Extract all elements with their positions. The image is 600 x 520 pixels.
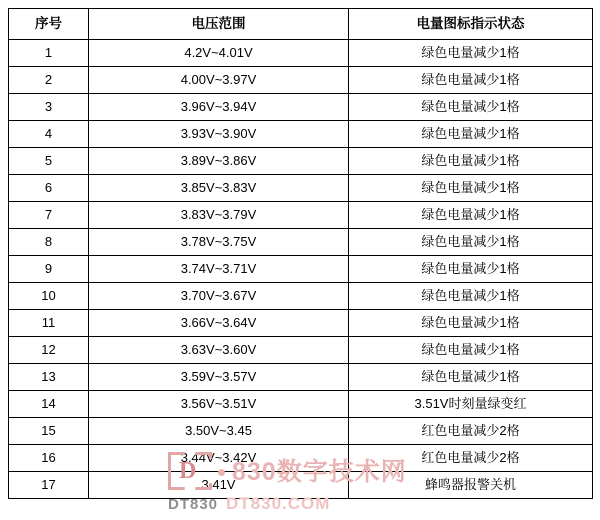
cell-index: 15 bbox=[9, 418, 89, 445]
cell-index: 7 bbox=[9, 202, 89, 229]
cell-indicator-status: 3.51V时刻量绿变红 bbox=[349, 391, 593, 418]
cell-voltage-range: 3.63V~3.60V bbox=[89, 337, 349, 364]
column-header-voltage-range: 电压范围 bbox=[89, 9, 349, 40]
cell-index: 14 bbox=[9, 391, 89, 418]
cell-index: 10 bbox=[9, 283, 89, 310]
cell-index: 11 bbox=[9, 310, 89, 337]
cell-indicator-status: 绿色电量减少1格 bbox=[349, 229, 593, 256]
table-row bbox=[9, 337, 593, 364]
cell-voltage-range: 3.78V~3.75V bbox=[89, 229, 349, 256]
cell-indicator-status: 绿色电量减少1格 bbox=[349, 121, 593, 148]
cell-voltage-range: 3.41V bbox=[89, 472, 349, 499]
column-header-indicator-status: 电量图标指示状态 bbox=[349, 9, 593, 40]
cell-voltage-range: 3.70V~3.67V bbox=[89, 283, 349, 310]
table-row bbox=[9, 40, 593, 67]
cell-indicator-status: 绿色电量减少1格 bbox=[349, 364, 593, 391]
table-header-row bbox=[9, 9, 593, 40]
cell-index: 2 bbox=[9, 67, 89, 94]
cell-index: 8 bbox=[9, 229, 89, 256]
watermark-title: 830数字技术网 bbox=[232, 458, 407, 486]
table-row bbox=[9, 391, 593, 418]
cell-voltage-range: 3.50V~3.45 bbox=[89, 418, 349, 445]
cell-voltage-range: 3.59V~3.57V bbox=[89, 364, 349, 391]
cell-index: 6 bbox=[9, 175, 89, 202]
cell-index: 12 bbox=[9, 337, 89, 364]
table-row bbox=[9, 67, 593, 94]
watermark-url: DT830.COM bbox=[226, 494, 331, 513]
table-header bbox=[9, 9, 593, 40]
table-row bbox=[9, 94, 593, 121]
table-row bbox=[9, 175, 593, 202]
cell-index: 17 bbox=[9, 472, 89, 499]
cell-index: 1 bbox=[9, 40, 89, 67]
table-row bbox=[9, 256, 593, 283]
table-row bbox=[9, 202, 593, 229]
cell-voltage-range: 3.93V~3.90V bbox=[89, 121, 349, 148]
cell-index: 4 bbox=[9, 121, 89, 148]
cell-index: 9 bbox=[9, 256, 89, 283]
cell-indicator-status: 绿色电量减少1格 bbox=[349, 256, 593, 283]
table-row bbox=[9, 310, 593, 337]
cell-voltage-range: 3.96V~3.94V bbox=[89, 94, 349, 121]
cell-index: 3 bbox=[9, 94, 89, 121]
cell-indicator-status: 蜂鸣器报警关机 bbox=[349, 472, 593, 499]
cell-voltage-range: 3.89V~3.86V bbox=[89, 148, 349, 175]
cell-indicator-status: 绿色电量减少1格 bbox=[349, 283, 593, 310]
cell-indicator-status: 绿色电量减少1格 bbox=[349, 310, 593, 337]
cell-voltage-range: 4.2V~4.01V bbox=[89, 40, 349, 67]
table-row bbox=[9, 148, 593, 175]
cell-index: 5 bbox=[9, 148, 89, 175]
table-row bbox=[9, 121, 593, 148]
cell-indicator-status: 红色电量减少2格 bbox=[349, 445, 593, 472]
cell-indicator-status: 绿色电量减少1格 bbox=[349, 148, 593, 175]
cell-voltage-range: 3.83V~3.79V bbox=[89, 202, 349, 229]
cell-indicator-status: 绿色电量减少1格 bbox=[349, 175, 593, 202]
column-header-index: 序号 bbox=[9, 9, 89, 40]
cell-indicator-status: 绿色电量减少1格 bbox=[349, 94, 593, 121]
table-row bbox=[9, 445, 593, 472]
cell-index: 16 bbox=[9, 445, 89, 472]
table-row bbox=[9, 364, 593, 391]
table-row bbox=[9, 472, 593, 499]
table-row bbox=[9, 418, 593, 445]
cell-indicator-status: 绿色电量减少1格 bbox=[349, 67, 593, 94]
cell-indicator-status: 绿色电量减少1格 bbox=[349, 202, 593, 229]
cell-voltage-range: 4.00V~3.97V bbox=[89, 67, 349, 94]
table-body bbox=[9, 40, 593, 499]
cell-voltage-range: 3.56V~3.51V bbox=[89, 391, 349, 418]
watermark-brand: DT830 bbox=[168, 495, 219, 513]
cell-voltage-range: 3.85V~3.83V bbox=[89, 175, 349, 202]
cell-index: 13 bbox=[9, 364, 89, 391]
cell-voltage-range: 3.66V~3.64V bbox=[89, 310, 349, 337]
battery-voltage-table bbox=[8, 8, 593, 499]
cell-voltage-range: 3.44V~3.42V bbox=[89, 445, 349, 472]
cell-indicator-status: 红色电量减少2格 bbox=[349, 418, 593, 445]
cell-voltage-range: 3.74V~3.71V bbox=[89, 256, 349, 283]
cell-indicator-status: 绿色电量减少1格 bbox=[349, 40, 593, 67]
table-row bbox=[9, 283, 593, 310]
table-row bbox=[9, 229, 593, 256]
logo-letter: D bbox=[179, 458, 197, 484]
cell-indicator-status: 绿色电量减少1格 bbox=[349, 337, 593, 364]
